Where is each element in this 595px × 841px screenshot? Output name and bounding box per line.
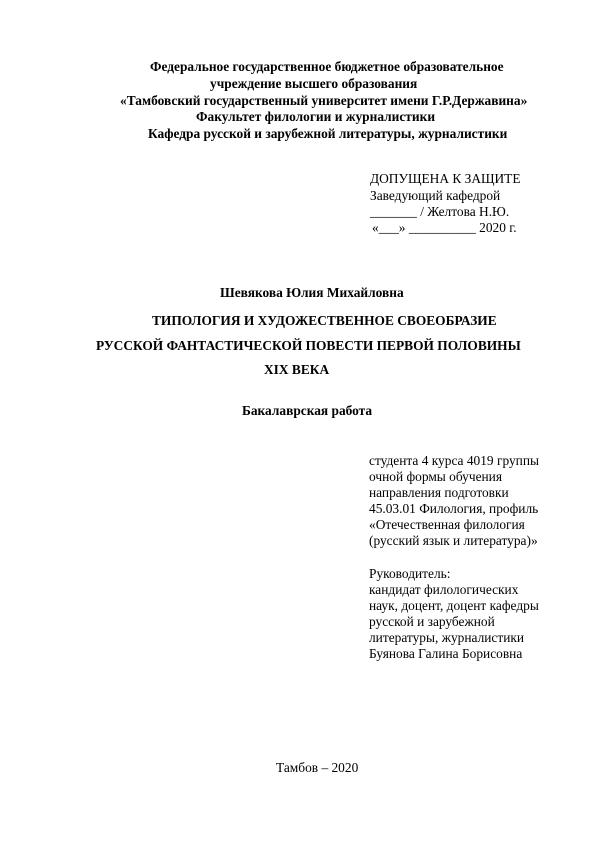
supervisor-line2: кандидат филологических bbox=[369, 582, 519, 597]
author-name: Шевякова Юлия Михайловна bbox=[220, 285, 404, 300]
supervisor-name: Буянова Галина Борисовна bbox=[369, 646, 523, 661]
thesis-title-line2: РУССКОЙ ФАНТАСТИЧЕСКОЙ ПОВЕСТИ ПЕРВОЙ ПОЛОВИНЫ bbox=[96, 338, 521, 353]
header-university-line1: Федеральное государственное бюджетное образовательное bbox=[150, 59, 504, 74]
student-line3: направления подготовки bbox=[369, 485, 509, 500]
student-line1: студента 4 курса 4019 группы bbox=[369, 453, 540, 468]
supervisor-line3: наук, доцент, доцент кафедры bbox=[369, 598, 539, 613]
footer-city-year: Тамбов – 2020 bbox=[276, 760, 359, 775]
approval-title: ДОПУЩЕНА К ЗАЩИТЕ bbox=[370, 171, 521, 186]
header-faculty: Факультет филологии и журналистики bbox=[196, 109, 436, 124]
header-department: Кафедра русской и зарубежной литературы, журналистики bbox=[148, 126, 508, 141]
thesis-title-line3: XIX ВЕКА bbox=[264, 362, 330, 377]
supervisor-label: Руководитель: bbox=[369, 566, 451, 581]
student-line6: (русский язык и литература)» bbox=[369, 533, 538, 548]
work-type: Бакалаврская работа bbox=[242, 403, 373, 418]
student-line4: 45.03.01 Филология, профиль bbox=[369, 501, 539, 516]
approval-signature: _______ / Желтова Н.Ю. bbox=[370, 204, 510, 219]
header-university-line2: учреждение высшего образования bbox=[210, 76, 418, 91]
thesis-title-line1: ТИПОЛОГИЯ И ХУДОЖЕСТВЕННОЕ СВОЕОБРАЗИЕ bbox=[152, 313, 497, 328]
supervisor-line5: литературы, журналистики bbox=[369, 630, 525, 645]
approval-date: «___» __________ 2020 г. bbox=[372, 220, 517, 235]
supervisor-line4: русской и зарубежной bbox=[369, 614, 495, 629]
student-line2: очной формы обучения bbox=[369, 469, 503, 484]
header-university-name: «Тамбовский государственный университет имени Г.Р.Державина» bbox=[120, 93, 528, 108]
approval-position: Заведующий кафедрой bbox=[370, 188, 501, 203]
student-line5: «Отечественная филология bbox=[369, 517, 525, 532]
